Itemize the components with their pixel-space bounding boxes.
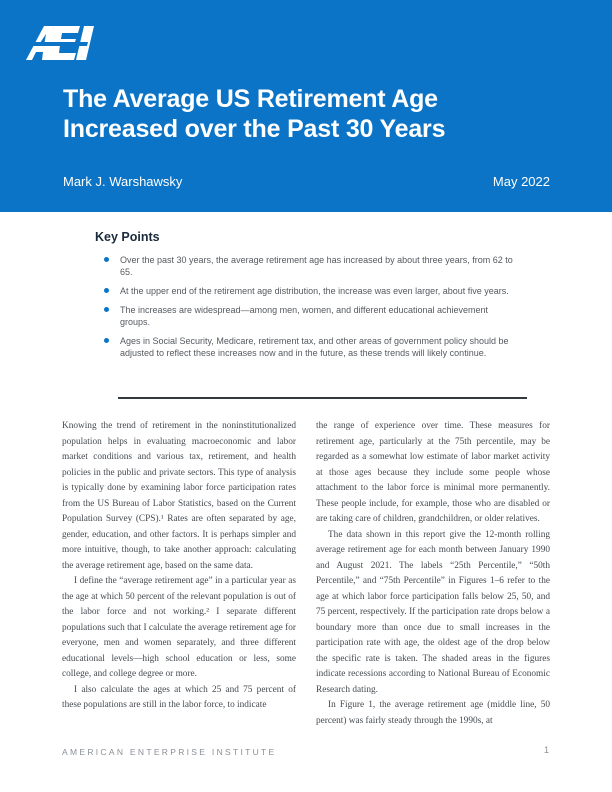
body-paragraph: Knowing the trend of retirement in the noninstitutionalized population helps in evaluating macroeconomic and labor market conditions and various tax, retirement, and health policies in the public and private sectors. This type of analysis is typically done by examining labor force participation rates from the US Bureau of Labor Statistics, based on the Current Population Survey (CPS).¹ Rates are often separated by age, gender, education, and other factors. It is perhaps simpler and more intuitive, though, to take another approach: calculating the average retirement age, based on the same data. <box>62 421 296 571</box>
key-point-item <box>104 335 517 359</box>
key-points-divider <box>118 397 527 399</box>
key-point-text: The increases are widespread—among men, women, and different educational achievement groups. <box>120 305 489 327</box>
key-point-text: Ages in Social Security, Medicare, retirement tax, and other areas of government policy should be adjusted to reflect these increases now and in the future, as these trends will likely continue. <box>120 336 509 358</box>
title-line-1: The Average US Retirement Age <box>63 85 438 113</box>
page-number: 1 <box>544 745 550 755</box>
key-point-text: Over the past 30 years, the average retirement age has increased by about three years, from 62 to 65. <box>120 255 513 277</box>
body-column-left <box>62 419 296 714</box>
body-paragraph: the range of experience over time. These measures for retirement age, particularly at the 75th percentile, may be regarded as a somewhat low estimate of labor market activity at those ages because they include some people whose attachment to the labor force is minimal more permanently. These people include, for example, those who are disabled or are taking care of children, grandchildren, or older relatives. <box>316 421 550 524</box>
publication-date: May 2022 <box>492 174 550 189</box>
key-point-item <box>104 304 517 328</box>
bullet-icon <box>104 288 109 293</box>
footer-organization: AMERICAN ENTERPRISE INSTITUTE <box>62 747 277 757</box>
author-name: Mark J. Warshawsky <box>63 174 183 189</box>
report-title <box>63 84 583 144</box>
body-paragraph: I also calculate the ages at which 25 and 75 percent of these populations are still in the labor force, to indicate <box>62 684 296 710</box>
body-paragraph: In Figure 1, the average retirement age (middle line, 50 percent) was fairly steady through the 1990s, at <box>316 700 550 726</box>
key-point-item <box>104 254 517 278</box>
key-point-item <box>104 285 517 297</box>
body-column-right <box>316 419 550 729</box>
body-paragraph: The data shown in this report give the 12-month rolling average retirement age for each month between January 1990 and August 2021. The labels “25th Percentile,” “50th Percentile,” and “75th Percentile” in Figures 1–6 refer to the age at which labor force participation falls below 25, 50, and 75 percent, respectively. If the participation rate drops below a boundary more than once due to small increases in the participation rate with age, the oldest age of the drop below the specific rate is taken. The shaded areas in the figures indicate recessions according to National Bureau of Economic Research dating. <box>316 529 550 695</box>
bullet-icon <box>104 307 109 312</box>
bullet-icon <box>104 338 109 343</box>
key-points-heading: Key Points <box>95 230 160 244</box>
key-points-list <box>104 254 517 366</box>
bullet-icon <box>104 257 109 262</box>
body-paragraph: I define the “average retirement age” in a particular year as the age at which 50 percent of the relevant population is out of the labor force and not working.² I separate different populations such that I calculate the average retirement age for everyone, men and women separately, and three different educational levels—high school education or less, some college, and college degree or more. <box>62 576 296 679</box>
aei-logo <box>24 22 110 62</box>
header-banner <box>0 0 612 212</box>
key-point-text: At the upper end of the retirement age distribution, the increase was even larger, about five years. <box>120 286 509 296</box>
title-line-2: Increased over the Past 30 Years <box>63 115 446 143</box>
